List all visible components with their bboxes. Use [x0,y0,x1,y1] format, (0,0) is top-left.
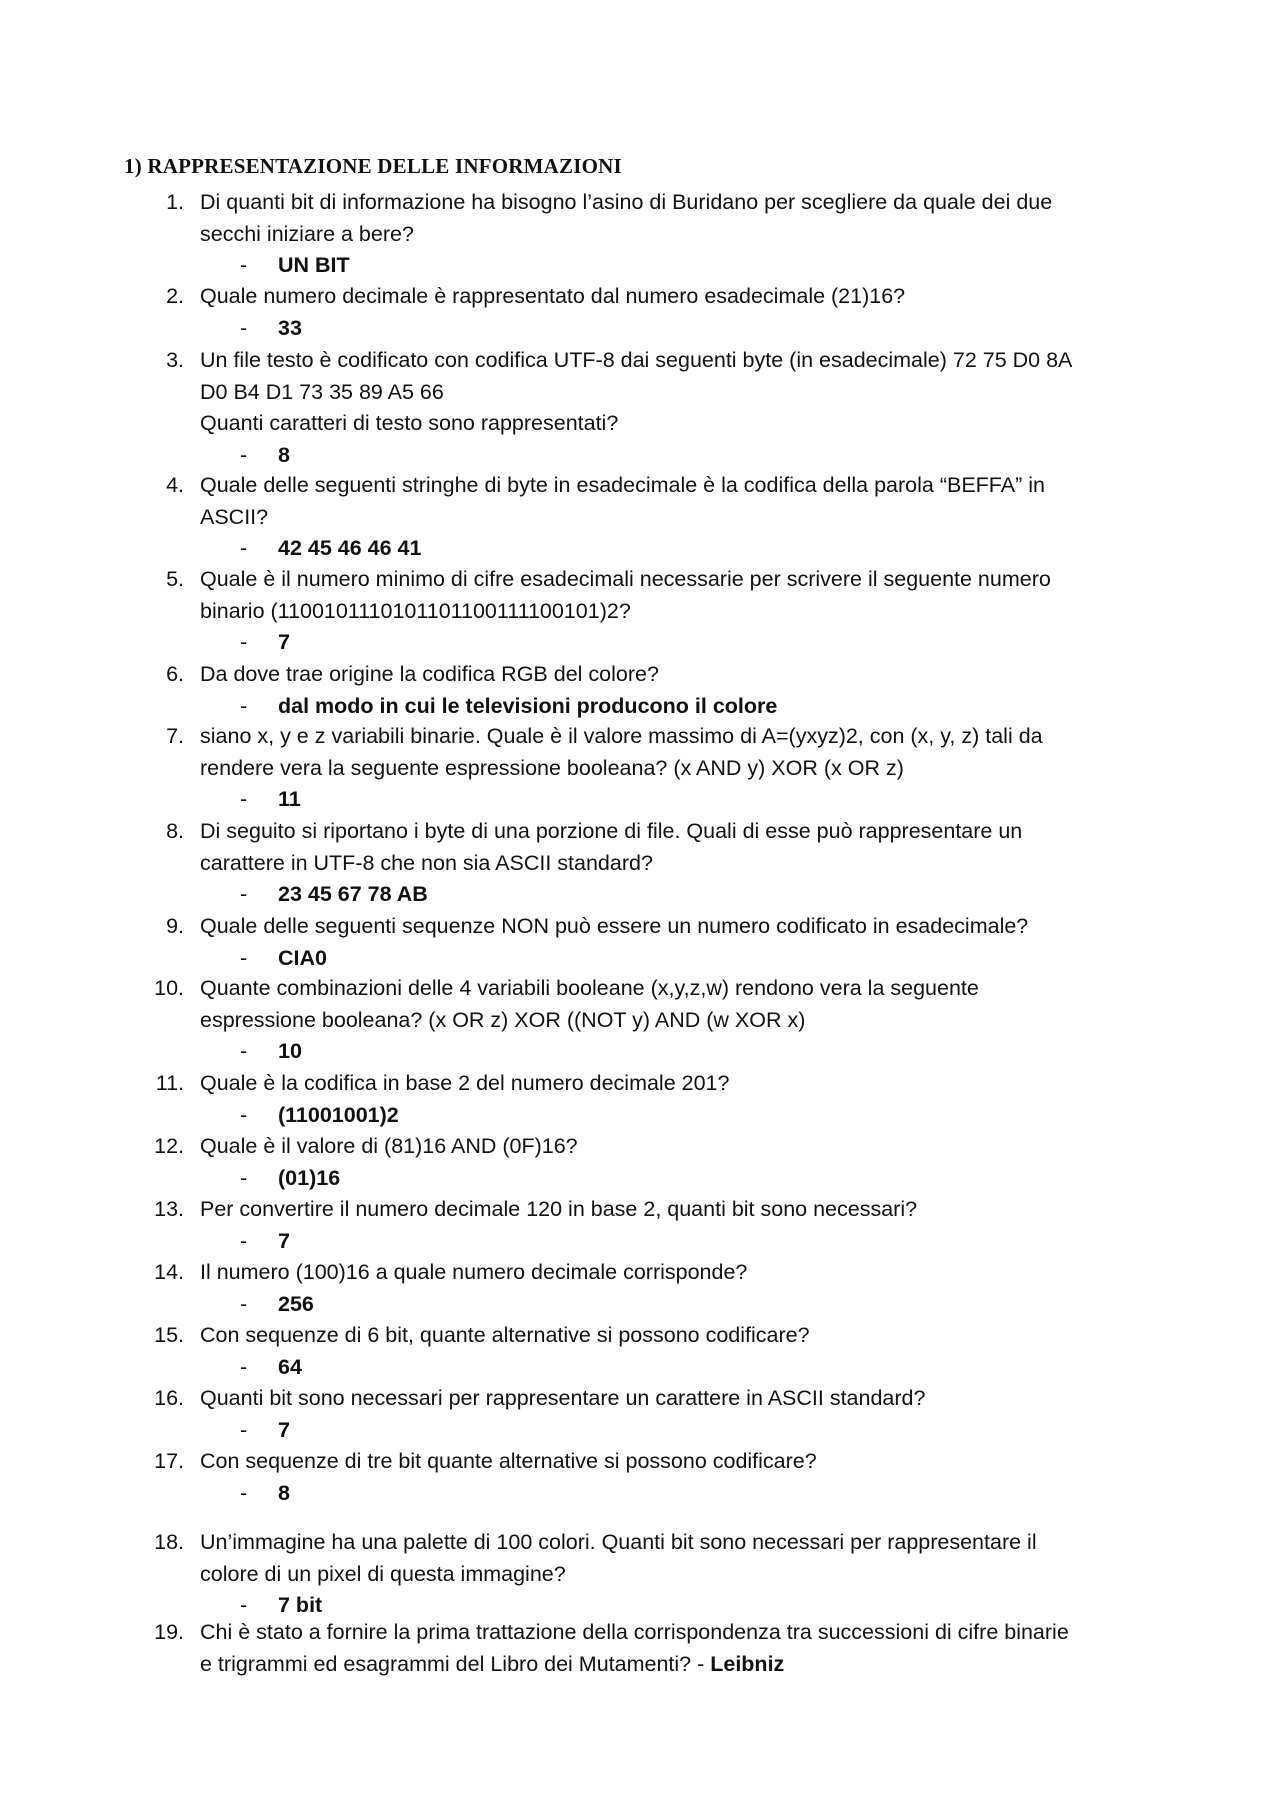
answer-text: 7 [278,1228,290,1253]
question-line: Quale è la codifica in base 2 del numero decimale 201? [200,1071,730,1095]
answer-row [240,1099,399,1131]
answer-text: 256 [278,1291,314,1316]
answer-row [240,1035,302,1067]
answer-row [240,249,350,281]
answer-row [240,1288,314,1320]
question-line: Quale delle seguenti stringhe di byte in esadecimale è la codifica della parola “BEFFA” in [200,473,1045,497]
dash-bullet: - [240,315,248,340]
answer-row [240,1351,302,1383]
answer-text: 7 [278,630,290,654]
item-number: 10. [154,976,184,1000]
question-line: secchi iniziare a bere? [200,221,414,246]
answer-text: Leibniz [710,1651,785,1676]
item-number: 4. [166,473,184,497]
item-number: 3. [166,348,184,372]
answer-row [240,1162,340,1194]
dash-bullet: - [240,1417,248,1442]
question-text [200,847,1180,879]
item-number: 15. [154,1323,184,1347]
item-number: 11. [155,1071,184,1095]
question-text [200,1526,1180,1558]
question-line: Quante combinazioni delle 4 variabili booleane (x,y,z,w) rendono vera la seguente [200,976,979,1000]
item-number: 19. [154,1620,184,1644]
dash-bullet: - [240,1593,248,1617]
dash-bullet: - [240,1291,248,1316]
answer-row [240,626,290,658]
dash-bullet: - [240,1354,248,1379]
dash-bullet: - [240,630,248,654]
answer-row [240,1477,290,1509]
answer-text: 7 [278,1417,290,1442]
dash-bullet: - [240,1228,248,1253]
answer-text: 33 [278,315,302,340]
answer-row [240,1414,290,1446]
question-text [200,1648,1180,1680]
question-text [200,1445,1180,1477]
dash-bullet: - [240,787,248,811]
item-number: 9. [166,914,184,938]
item-number: 1. [166,190,184,214]
question-line: Di quanti bit di informazione ha bisogno l’asino di Buridano per scegliere da quale dei due [200,190,1053,214]
item-number: 2. [166,284,184,308]
item-number: 12. [154,1134,184,1158]
item-number: 5. [166,567,184,591]
answer-text: 7 bit [278,1593,323,1617]
dash-bullet: - [240,536,248,560]
question-text [200,563,1180,595]
question-text [200,1130,1180,1162]
answer-text: 64 [278,1354,302,1379]
question-text [200,658,1180,690]
question-text [200,910,1180,942]
question-line: Quale numero decimale è rappresentato dal numero esadecimale (21)16? [200,284,906,308]
question-text [200,344,1180,376]
question-text [200,1067,1180,1099]
question-line: rendere vera la seguente espressione booleana? (x AND y) XOR (x OR z) [200,755,904,780]
answer-text: 42 45 46 46 41 [278,536,422,560]
item-number: 13. [154,1197,184,1221]
item-number: 17. [154,1449,184,1473]
question-text [200,1319,1180,1351]
answer-text: dal modo in cui le televisioni producono il colore [278,693,778,718]
question-line: Con sequenze di 6 bit, quante alternative si possono codificare? [200,1323,810,1347]
dash-bullet: - [240,1039,248,1063]
question-line: carattere in UTF-8 che non sia ASCII standard? [200,850,653,875]
question-text [200,501,1180,533]
dash-bullet: - [240,442,248,467]
answer-text: 8 [278,442,290,467]
item-number: 7. [166,724,184,748]
question-text [200,595,1180,627]
answer-text: (01)16 [278,1165,341,1190]
question-text [200,1256,1180,1288]
question-line: Quale è il numero minimo di cifre esadecimali necessarie per scrivere il seguente numero [200,567,1051,591]
answer-row [240,783,301,815]
answer-text: 10 [278,1039,302,1063]
question-line: Un file testo è codificato con codifica UTF-8 dai seguenti byte (in esadecimale) 72 75 D0 8A [200,348,1073,372]
answer-text: 8 [278,1480,290,1505]
dash-bullet: - [240,882,248,906]
question-text [200,218,1180,250]
dash-bullet: - [240,1480,248,1505]
answer-row [240,312,302,344]
question-text [200,1616,1180,1648]
question-line: Quanti bit sono necessari per rappresentare un carattere in ASCII standard? [200,1386,926,1410]
item-number: 8. [166,819,184,843]
dash-bullet: - [240,1165,248,1190]
question-line: espressione booleana? (x OR z) XOR ((NOT y) AND (w XOR x) [200,1007,806,1032]
question-text [200,815,1180,847]
question-line: Chi è stato a fornire la prima trattazione della corrispondenza tra successioni di cifre binarie [200,1620,1069,1644]
question-line: Con sequenze di tre bit quante alternative si possono codificare? [200,1449,817,1473]
question-line: e trigrammi ed esagrammi del Libro dei Mutamenti? - [200,1651,711,1676]
item-number: 18. [154,1530,184,1554]
answer-row [240,1225,290,1257]
question-line: Per convertire il numero decimale 120 in base 2, quanti bit sono necessari? [200,1197,918,1221]
answer-row [240,690,777,722]
dash-bullet: - [240,945,248,970]
question-line: colore di un pixel di questa immagine? [200,1561,566,1586]
question-line: Quale delle seguenti sequenze NON può essere un numero codificato in esadecimale? [200,914,1029,938]
question-text [200,280,1180,312]
question-line: ASCII? [200,504,269,529]
dash-bullet: - [240,253,248,277]
answer-row [240,942,327,974]
question-line: siano x, y e z variabili binarie. Quale è il valore massimo di A=(yxyz)2, con (x, y, z) tali da [200,724,1043,748]
item-number: 16. [154,1386,184,1410]
answer-text: CIA0 [278,945,327,970]
question-text [200,1193,1180,1225]
question-line: Di seguito si riportano i byte di una porzione di file. Quali di esse può rappresentare un [200,819,1023,843]
answer-text: 11 [278,787,301,811]
dash-bullet: - [240,1102,248,1127]
dash-bullet: - [240,693,248,718]
question-text [200,752,1180,784]
question-text [200,407,1180,439]
question-line: Da dove trae origine la codifica RGB del colore? [200,662,659,686]
answer-row [240,439,290,471]
answer-row [240,532,421,564]
answer-text: 23 45 67 78 AB [278,882,428,906]
question-line: binario (1100101110101101100111100101)2? [200,598,631,623]
question-text [200,1004,1180,1036]
question-text [200,972,1180,1004]
question-text [200,720,1180,752]
question-text [200,469,1180,501]
item-number: 14. [154,1260,184,1284]
question-line: Quale è il valore di (81)16 AND (0F)16? [200,1134,578,1158]
answer-text: (11001001)2 [278,1102,399,1127]
question-text [200,186,1180,218]
question-text [200,1382,1180,1414]
answer-row [240,878,428,910]
question-text [200,1558,1180,1590]
question-line: Un’immagine ha una palette di 100 colori. Quanti bit sono necessari per rappresentare il [200,1530,1037,1554]
item-number: 6. [166,662,184,686]
section-heading: 1) RAPPRESENTAZIONE DELLE INFORMAZIONI [124,154,622,178]
question-line: D0 B4 D1 73 35 89 A5 66 [200,379,444,404]
question-line: Quanti caratteri di testo sono rappresentati? [200,411,619,435]
answer-text: UN BIT [278,253,350,277]
question-line: Il numero (100)16 a quale numero decimale corrisponde? [200,1260,748,1284]
question-text [200,376,1180,408]
